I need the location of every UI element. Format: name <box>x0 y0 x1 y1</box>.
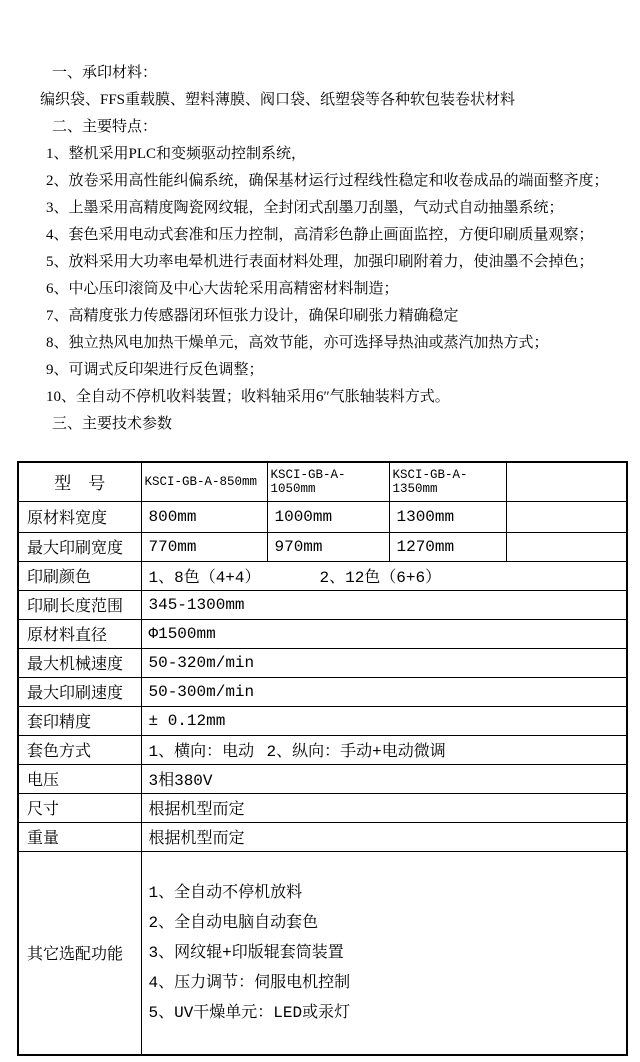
table-row-max-print-width <box>18 532 627 561</box>
print-length-range-value: 345-1300mm <box>141 590 627 619</box>
table-row-register-accuracy <box>18 706 627 735</box>
print-colors-option-1: 1、8色（4+4） <box>148 569 261 587</box>
model-cell-1350: KSCI-GB-A-1350mm <box>389 462 506 501</box>
register-mode-option-1: 1、横向：电动 <box>148 743 255 761</box>
table-row-weight <box>18 822 627 851</box>
feature-item-9: 9、可调式反印架进行反色调整； <box>46 362 264 378</box>
feature-item-2: 2、放卷采用高性能纠偏系统，确保基材运行过程线性稳定和收卷成品的端面整齐度； <box>46 173 609 189</box>
table-row-material-width <box>18 501 627 532</box>
optional-function-3: 3、网纹辊+印版辊套筒装置 <box>148 943 344 962</box>
register-mode-option-2: 2、纵向：手动+电动微调 <box>266 743 446 761</box>
row-label-print-colors: 印刷颜色 <box>18 561 141 590</box>
substrate-materials-text: 编织袋、FFS重载膜、塑料薄膜、阀口袋、纸塑袋等各种软包装卷状材料 <box>40 92 516 108</box>
feature-item-10: 10、全自动不停机收料装置；收料轴采用6″气胀轴装料方式。 <box>46 389 450 405</box>
feature-item-6: 6、中心压印滚筒及中心大齿轮采用高精密材料制造； <box>46 281 399 297</box>
register-accuracy-value: ± 0.12mm <box>141 706 627 735</box>
model-cell-850: KSCI-GB-A-850mm <box>141 462 267 501</box>
spec-table <box>17 461 628 1056</box>
row-label-max-mechanical-speed: 最大机械速度 <box>18 648 141 677</box>
empty-cell <box>506 462 627 501</box>
doc-text-block <box>0 0 640 438</box>
max-print-width-1350: 1270mm <box>389 532 506 561</box>
feature-item-7: 7、高精度张力传感器闭环恒张力设计，确保印刷张力精确稳定 <box>46 308 459 324</box>
empty-cell <box>506 532 627 561</box>
row-label-voltage: 电压 <box>18 764 141 793</box>
row-label-material-width: 原材料宽度 <box>18 501 141 532</box>
optional-function-2: 2、全自动电脑自动套色 <box>148 913 319 932</box>
table-row-optional-functions <box>18 851 627 1055</box>
feature-item-8: 8、独立热风电加热干燥单元，高效节能，亦可选择导热油或蒸汽加热方式； <box>46 335 549 351</box>
table-row-material-diameter <box>18 619 627 648</box>
table-row-max-print-speed <box>18 677 627 706</box>
row-label-optional-functions: 其它选配功能 <box>18 851 141 1055</box>
register-mode-value <box>141 735 627 764</box>
feature-item-4: 4、套色采用电动式套准和压力控制，高清彩色静止画面监控，方便印刷质量观察； <box>46 227 594 243</box>
table-row-voltage <box>18 764 627 793</box>
optional-function-5: 5、UV干燥单元：LED或汞灯 <box>148 1003 351 1022</box>
feature-item-3: 3、上墨采用高精度陶瓷网纹辊，全封闭式刮墨刀刮墨，气动式自动抽墨系统； <box>46 200 564 216</box>
print-colors-value <box>141 561 627 590</box>
heading-main-features: 二、主要特点： <box>52 119 158 135</box>
max-print-width-1050: 970mm <box>267 532 389 561</box>
optional-functions-value <box>141 851 627 1055</box>
row-label-max-print-speed: 最大印刷速度 <box>18 677 141 706</box>
material-width-1050: 1000mm <box>267 501 389 532</box>
heading-technical-parameters: 三、主要技术参数 <box>52 416 173 432</box>
row-label-print-length-range: 印刷长度范围 <box>18 590 141 619</box>
max-mechanical-speed-value: 50-320m/min <box>141 648 627 677</box>
row-label-material-diameter: 原材料直径 <box>18 619 141 648</box>
row-label-model: 型 号 <box>18 462 141 501</box>
table-row-register-mode <box>18 735 627 764</box>
empty-cell <box>506 501 627 532</box>
material-width-1350: 1300mm <box>389 501 506 532</box>
feature-item-1: 1、整机采用PLC和变频驱动控制系统， <box>46 146 307 162</box>
row-label-max-print-width: 最大印刷宽度 <box>18 532 141 561</box>
table-row-model <box>18 462 627 501</box>
heading-substrate-materials: 一、承印材料： <box>52 65 158 81</box>
voltage-value: 3相380V <box>141 764 627 793</box>
row-label-weight: 重量 <box>18 822 141 851</box>
material-width-850: 800mm <box>141 501 267 532</box>
row-label-register-mode: 套色方式 <box>18 735 141 764</box>
feature-item-5: 5、放料采用大功率电晕机进行表面材料处理，加强印刷附着力，使油墨不会掉色； <box>46 254 594 270</box>
max-print-width-850: 770mm <box>141 532 267 561</box>
table-row-print-colors <box>18 561 627 590</box>
table-row-print-length-range <box>18 590 627 619</box>
material-diameter-value: Φ1500mm <box>141 619 627 648</box>
row-label-dimensions: 尺寸 <box>18 793 141 822</box>
print-colors-option-2: 2、12色（6+6） <box>319 569 442 587</box>
optional-function-1: 1、全自动不停机放料 <box>148 883 303 902</box>
table-row-dimensions <box>18 793 627 822</box>
model-cell-1050: KSCI-GB-A-1050mm <box>267 462 389 501</box>
table-row-max-mechanical-speed <box>18 648 627 677</box>
max-print-speed-value: 50-300m/min <box>141 677 627 706</box>
optional-function-4: 4、压力调节：伺服电机控制 <box>148 973 351 992</box>
dimensions-value: 根据机型而定 <box>141 793 627 822</box>
row-label-register-accuracy: 套印精度 <box>18 706 141 735</box>
weight-value: 根据机型而定 <box>141 822 627 851</box>
